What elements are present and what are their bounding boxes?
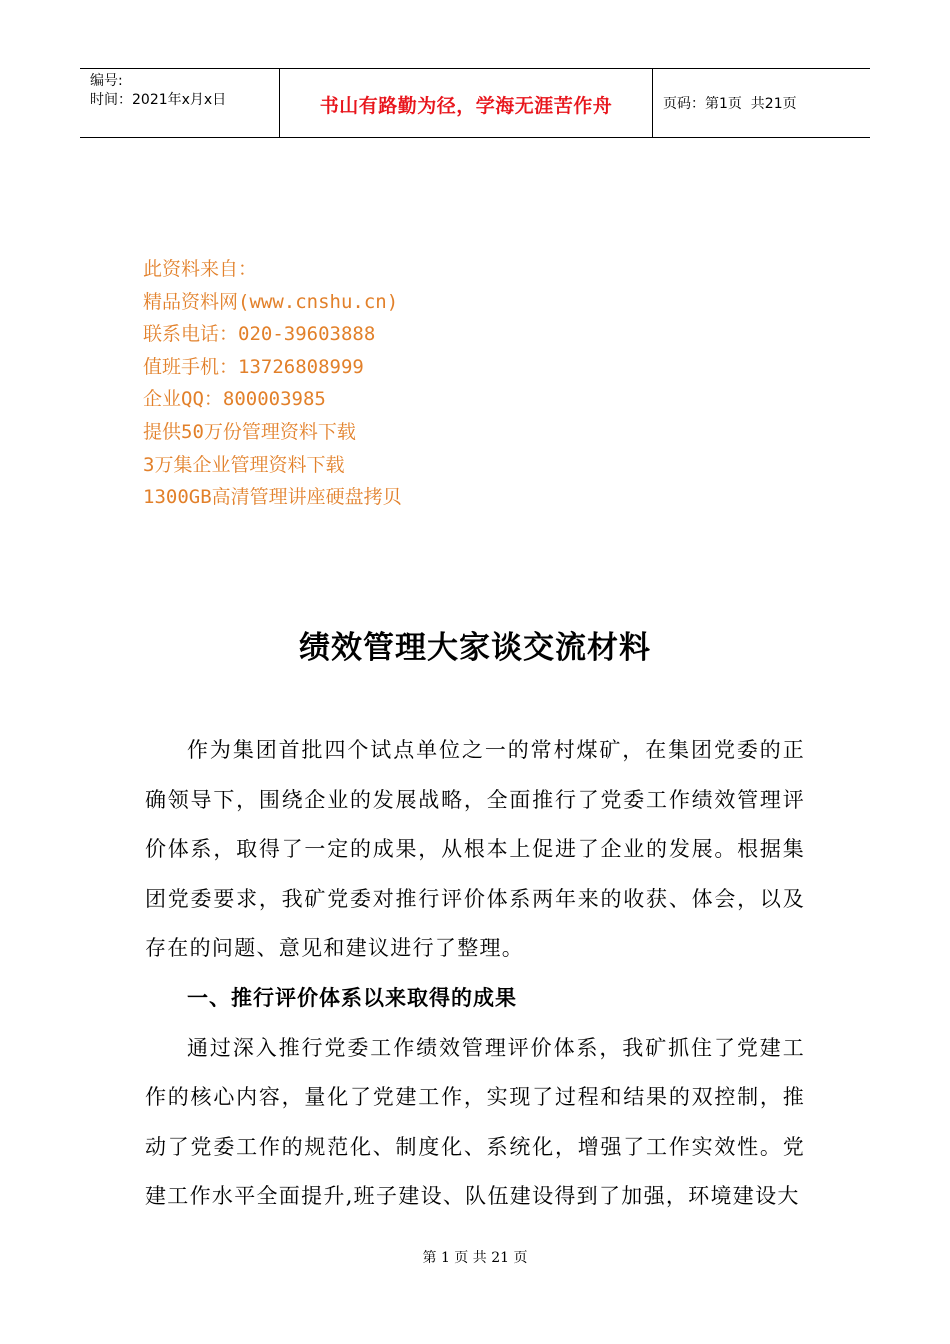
source-line: 精品资料网(www.cnshu.cn) <box>143 290 399 313</box>
source-line: 提供50万份管理资料下载 <box>143 420 356 443</box>
source-line: 企业QQ：800003985 <box>143 388 326 411</box>
source-line: 联系电话：020-39603888 <box>143 323 376 346</box>
footer-page-number: 第 1 页 共 21 页 <box>422 1250 528 1266</box>
header-motto-cell <box>280 69 653 137</box>
source-line: 3万集企业管理资料下载 <box>143 453 345 476</box>
source-info <box>143 253 402 514</box>
page-header <box>80 68 870 138</box>
source-line: 值班手机：13726808999 <box>143 355 364 378</box>
source-line: 1300GB高清管理讲座硬盘拷贝 <box>143 486 402 509</box>
document-title: 绩效管理大家谈交流材料 <box>299 630 651 666</box>
section-heading: 一、推行评价体系以来取得的成果 <box>187 985 517 1010</box>
time-label: 时间：2021年x月x日 <box>90 92 227 108</box>
page-footer <box>0 1247 950 1267</box>
header-motto: 书山有路勤为径，学海无涯苦作舟 <box>319 94 613 117</box>
paragraph: 作为集团首批四个试点单位之一的常村煤矿，在集团党委的正确领导下，围绕企业的发展战略，全面推行了党委工作绩效管理评价体系，取得了一定的成果，从根本上促进了企业的发展。根据集团党委要求，我矿党委对推行评价体系两年来的收获、体会，以及存在的问题、意见和建议进行了整理。 <box>145 738 805 961</box>
header-page-cell <box>653 69 870 137</box>
header-meta <box>80 69 280 137</box>
paragraph: 通过深入推行党委工作绩效管理评价体系，我矿抓住了党建工作的核心内容，量化了党建工作，实现了过程和结果的双控制，推动了党委工作的规范化、制度化、系统化，增强了工作实效性。党建工作水平全面提升,班子建设、队伍建设得到了加强，环境建设大 <box>145 1035 805 1209</box>
document-body <box>145 726 805 1222</box>
header-page-info: 页码：第1页 共21页 <box>663 96 797 112</box>
serial-label: 编号: <box>90 73 123 89</box>
source-line: 此资料来自： <box>143 258 258 280</box>
